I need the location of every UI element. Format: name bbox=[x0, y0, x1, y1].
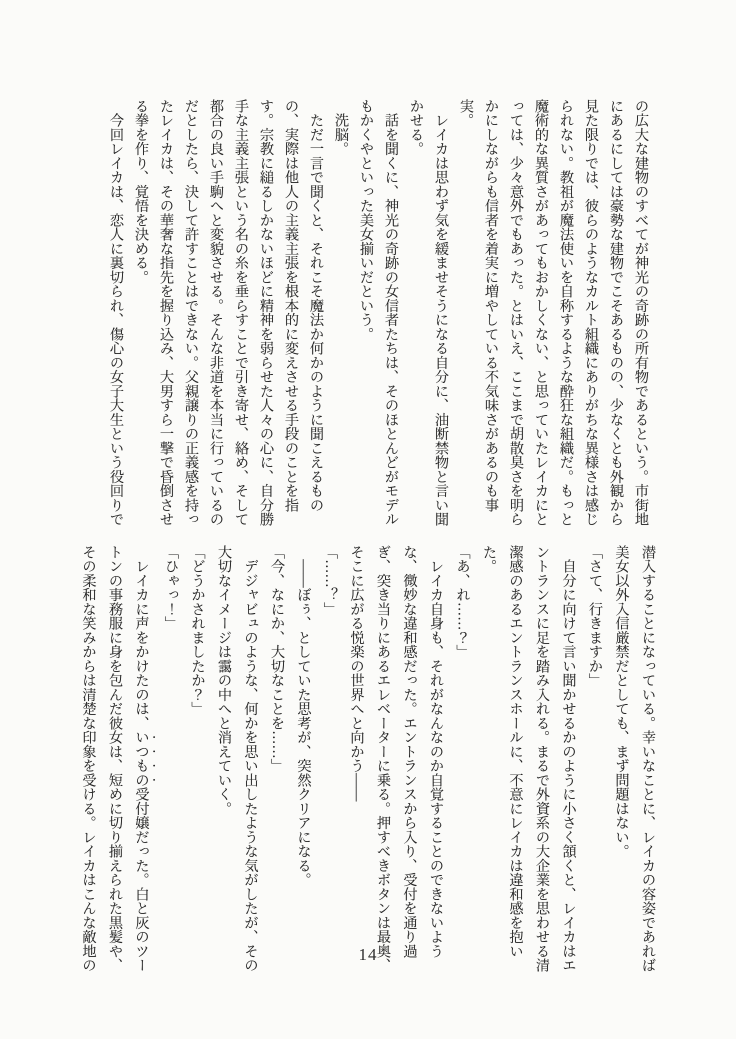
text-line: 都合の良い手駒へと変貌させる。そんな非道を本当に行っているの bbox=[208, 99, 224, 527]
text-line: レイカ自身も、それがなんなのか自覚することのできないよう bbox=[428, 545, 444, 959]
text-line: ただ一言で聞くと、それこそ魔法か何かのように聞こえるもの bbox=[308, 99, 324, 513]
text-line: す。宗教に縋るしかないほどに精神を弱らせた人々の心に、自分勝 bbox=[258, 99, 274, 527]
text-block-bottom bbox=[75, 545, 661, 973]
text-line: たレイカは、その華奢な指先を握り込み、大男すら一撃で昏倒させ bbox=[158, 99, 174, 527]
text-line: た。 bbox=[481, 545, 497, 574]
text-line: 大切なイメージは靄の中へと消えていく。 bbox=[216, 545, 232, 816]
text-line: その柔和な笑みからは清楚な印象を受ける。レイカはこんな敵地の bbox=[80, 545, 97, 973]
text-block-top bbox=[103, 99, 653, 527]
text-line: 「どうかされましたか？」 bbox=[189, 545, 206, 716]
page-number: 14 bbox=[358, 945, 378, 964]
text-line: 今回レイカは、恋人に裏切られ、傷心の女子大生という役回りで bbox=[108, 99, 124, 527]
text-line: 自分に向けて言い聞かせるかのように小さく頷くと、レイカはエ bbox=[560, 545, 577, 973]
text-line: かにしながらも信者を着実に増やしている不気味さがあるのも事 bbox=[483, 99, 499, 513]
text-line: レイカは思わず気を緩ませそうになる自分に、油断禁物と言い聞 bbox=[433, 99, 449, 527]
text-line: る拳を作り、覚悟を決める。 bbox=[133, 99, 149, 285]
text-line: 実。 bbox=[458, 99, 474, 128]
text-line: 潔感のあるエントランスホールに、不意にレイカは違和感を抱い bbox=[507, 545, 524, 959]
text-line: 魔術的な異質さがあってもおかしくない、と思っていたレイカにと bbox=[533, 99, 549, 527]
text-line: ――ぼぅ、としていた思考が、突然クリアになる。 bbox=[295, 545, 312, 887]
text-line: 「ひゃっ！」 bbox=[163, 545, 179, 631]
text-line: ぎ、突き当りにあるエレベーターに乗る。押すべきボタンは最奥、 bbox=[375, 545, 391, 973]
text-line: 手な主義主張という名の糸を垂らすことで引き寄せ、絡め、そして bbox=[233, 99, 249, 527]
text-line: デジャビュのような、何かを思い出したような気がしたが、その bbox=[242, 545, 259, 973]
text-line: もかくやといった美女揃いだという。 bbox=[358, 99, 374, 342]
text-line: 話を聞くに、神光の奇跡の女信者たちは、そのほとんどがモデル bbox=[383, 99, 399, 527]
text-line: 見た限りでは、彼らのようなカルト組織にありがちな異様さは感じ bbox=[583, 99, 599, 527]
text-line: ントランスに足を踏み入れる。まるで外資系の大企業を思わせる清 bbox=[534, 545, 550, 973]
text-line: 洗脳。 bbox=[333, 99, 349, 156]
text-line: の、実際は他人の主義主張を根本的に変えさせる手段のことを指 bbox=[283, 99, 299, 513]
text-line: レイカに声をかけたのは、いつもの受付嬢だった。白と灰のツー bbox=[133, 545, 150, 973]
text-line: だとしたら、決して許すことはできない。父親譲りの正義感を持っ bbox=[183, 99, 199, 527]
text-line: トンの事務服に身を包んだ彼女は、短めに切り揃えられた黒髪や、 bbox=[107, 545, 123, 973]
text-line: な、微妙な違和感だった。エントランスから入り、受付を通り過 bbox=[401, 545, 418, 959]
text-line: 潜入することになっている。幸いなことに、レイカの容姿であれば bbox=[640, 545, 656, 973]
text-line: 「……？」 bbox=[322, 545, 338, 617]
text-line: 「さて、行きますか」 bbox=[587, 545, 603, 688]
text-line: かせる。 bbox=[408, 99, 424, 156]
text-line: 「今、なにか、大切なことを……」 bbox=[269, 545, 285, 773]
text-line: 美女以外入信厳禁だとしても、まず問題はない。 bbox=[613, 545, 630, 859]
text-line: 「あ、れ……？」 bbox=[454, 545, 471, 659]
text-line: っては、少々意外でもあった。とはいえ、ここまで胡散臭さを明ら bbox=[508, 99, 524, 527]
text-line: の広大な建物のすべてが神光の奇跡の所有物であるという。市街地 bbox=[633, 99, 649, 527]
text-line: そこに広がる悦楽の世界へと向かう―― bbox=[348, 545, 365, 802]
emphasized-text: いつもの bbox=[133, 730, 150, 788]
text-line: られない。教祖が魔法使いを自称するような酔狂な組織だ。もっと bbox=[558, 99, 574, 527]
text-line: にあるにしては豪勢な建物でこそあるものの、少なくとも外観から bbox=[608, 99, 624, 527]
